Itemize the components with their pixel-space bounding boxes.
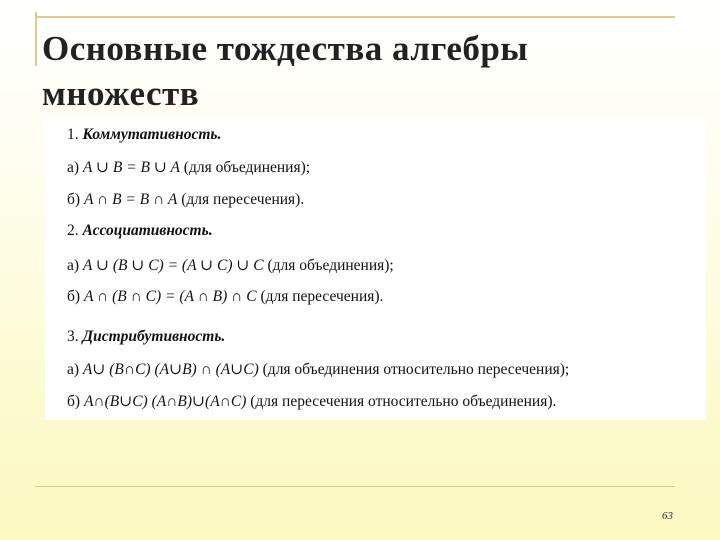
section-2-item-a [67,256,394,275]
section-1-a-formula: A ∪ B = B ∪ A [82,159,180,176]
section-3-title: Дистрибутивность. [82,328,226,345]
section-2-a-note: (для объединения); [267,257,394,274]
section-2-b-formula: A ∩ (B ∩ C) = (A ∩ B) ∩ C [83,288,257,305]
section-3-b-prefix: б) [67,393,81,410]
section-2-title: Ассоциативность. [82,222,213,239]
section-1-number: 1. [67,126,79,143]
content-image-box [45,118,706,420]
section-1-item-b [67,191,304,209]
section-3-a-prefix: а) [67,361,80,378]
section-2-a-formula: A ∪ (B ∪ C) = (A ∪ C) ∪ C [82,257,264,274]
section-1-a-prefix: а) [67,159,80,176]
section-1-b-note: (для пересечения). [181,191,305,208]
decorative-top-line [35,16,675,18]
section-2-b-note: (для пересечения). [260,288,384,305]
section-3-a-note: (для объединения относительно пересечения); [262,361,570,378]
section-1-title: Коммутативность. [82,126,222,143]
title-line-1: Основные тождества алгебры [42,29,529,68]
section-1-heading [67,126,221,144]
decorative-vertical-line [35,12,37,66]
section-3-a-formula: A∪ (B∩C) (A∪B) ∩ (A∪C) [82,361,259,378]
decorative-bottom-line [35,486,675,487]
page-number: 63 [662,510,673,522]
section-1-b-formula: A ∩ B = B ∩ A [83,191,178,208]
title-line-2: множеств [42,74,200,113]
section-2-a-prefix: а) [67,257,80,274]
section-3-b-note: (для пересечения относительно объединения). [250,393,557,410]
slide-title [42,26,682,116]
section-1-a-note: (для объединения); [183,159,311,176]
section-1-item-a [67,158,310,177]
section-3-item-b [67,392,556,411]
section-3-b-formula: A∩(B∪C) (A∩B)∪(A∩C) [83,393,247,410]
section-2-item-b [67,288,383,306]
section-2-number: 2. [67,222,79,239]
section-3-item-a [67,360,569,379]
section-2-b-prefix: б) [67,288,81,305]
section-3-heading [67,328,225,346]
section-1-b-prefix: б) [67,191,81,208]
section-3-number: 3. [67,328,79,345]
section-2-heading [67,222,213,240]
